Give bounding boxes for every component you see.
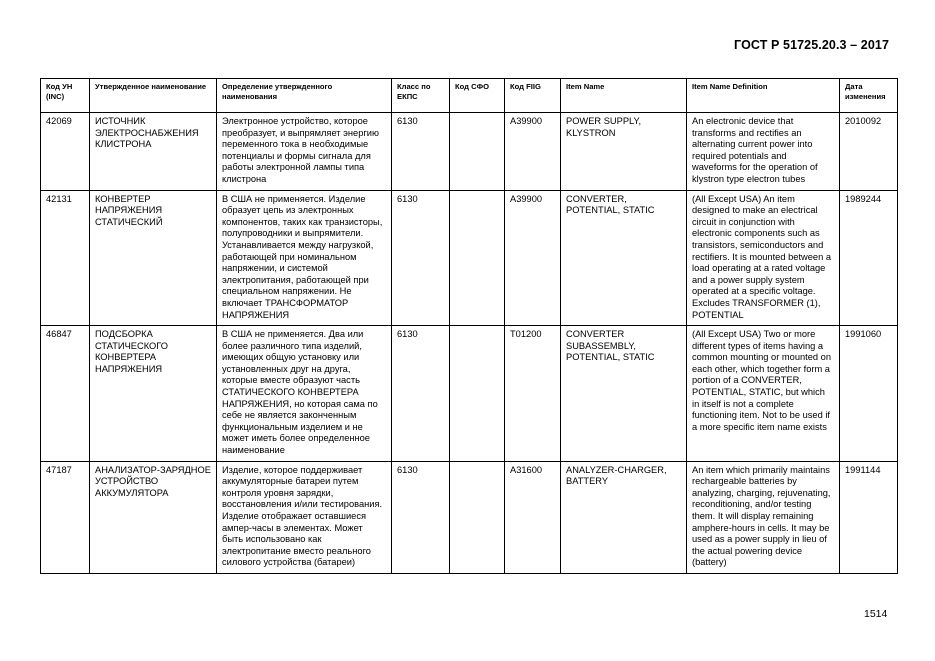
cell-definition-ru: В США не применяется. Два или более различного типа изделий, имеющих общую установку или установленных друг на друга, которые вместе образуют часть СТАТИЧЕСКОГО КОНВЕРТЕРА НАПРЯЖЕНИЯ, но которая сама по себе не является законченным функциональным изделием и не может иметь более определенное наименование [217, 326, 392, 462]
header-class: Класс по ЕКПС [392, 79, 450, 113]
cell-fiig: T01200 [505, 326, 561, 462]
header-sfo: Код СФО [450, 79, 505, 113]
item-name-table [40, 78, 898, 574]
table-row [41, 190, 898, 326]
cell-definition-en: An electronic device that transforms and rectifies an alternating current power into required potentials and waveforms for the operation of klystron type electron tubes [687, 113, 840, 191]
cell-class: 6130 [392, 113, 450, 191]
cell-sfo [450, 113, 505, 191]
cell-fiig: A31600 [505, 461, 561, 573]
header-name-ru: Утвержденное наименование [90, 79, 217, 113]
cell-sfo [450, 326, 505, 462]
header-definition-ru: Определение утвержденного наименования [217, 79, 392, 113]
cell-definition-ru: Изделие, которое поддерживает аккумуляторные батареи путем контроля уровня зарядки, восстановления и/или тестирования. Изделие отображает оставшиеся ампер-часы в элементах. Может быть использовано как электропитание вместо реального силового устройства (батареи) [217, 461, 392, 573]
cell-item-name: POWER SUPPLY, KLYSTRON [561, 113, 687, 191]
header-definition-en: Item Name Definition [687, 79, 840, 113]
cell-sfo [450, 190, 505, 326]
standard-header: ГОСТ Р 51725.20.3 – 2017 [734, 38, 889, 52]
cell-date: 2010092 [840, 113, 898, 191]
table-row [41, 113, 898, 191]
cell-item-name: ANALYZER-CHARGER, BATTERY [561, 461, 687, 573]
header-date: Дата изменения [840, 79, 898, 113]
cell-date: 1991144 [840, 461, 898, 573]
table-header-row [41, 79, 898, 113]
header-item-name: Item Name [561, 79, 687, 113]
header-fiig: Код FIIG [505, 79, 561, 113]
table-row [41, 461, 898, 573]
cell-item-name: CONVERTER SUBASSEMBLY, POTENTIAL, STATIC [561, 326, 687, 462]
cell-date: 1991060 [840, 326, 898, 462]
cell-class: 6130 [392, 326, 450, 462]
cell-name-ru: АНАЛИЗАТОР-ЗАРЯДНОЕ УСТРОЙСТВО АККУМУЛЯТОРА [90, 461, 217, 573]
cell-name-ru: ПОДСБОРКА СТАТИЧЕСКОГО КОНВЕРТЕРА НАПРЯЖЕНИЯ [90, 326, 217, 462]
cell-definition-en: (All Except USA) An item designed to make an electrical circuit in conjunction with electronic components such as transistors, semiconductors and rectifiers. It is mounted between a load operating at a rated voltage and a power supply system operated at a specific voltage. Excludes TRANSFORMER (1), POTENTIAL [687, 190, 840, 326]
cell-name-ru: ИСТОЧНИК ЭЛЕКТРОСНАБЖЕНИЯ КЛИСТРОНА [90, 113, 217, 191]
cell-inc: 42131 [41, 190, 90, 326]
cell-class: 6130 [392, 461, 450, 573]
cell-fiig: A39900 [505, 190, 561, 326]
header-inc: Код УН (INC) [41, 79, 90, 113]
page-number: 1514 [864, 608, 888, 620]
cell-item-name: CONVERTER, POTENTIAL, STATIC [561, 190, 687, 326]
cell-definition-en: An item which primarily maintains rechargeable batteries by analyzing, charging, rejuvenating, reconditioning, and/or testing them. It will display remaining amphere-hours in cells. It may be used as a power supply in lieu of the actual powering device (battery) [687, 461, 840, 573]
cell-inc: 47187 [41, 461, 90, 573]
cell-class: 6130 [392, 190, 450, 326]
cell-definition-ru: В США не применяется. Изделие образует цепь из электронных компонентов, таких как транзисторы, полупроводники и выпрямители. Устанавливается между нагрузкой, работающей при номинальном напряжении, и системой электропитания, работающей при специальном напряжении. Не включает ТРАНСФОРМАТОР НАПРЯЖЕНИЯ [217, 190, 392, 326]
cell-date: 1989244 [840, 190, 898, 326]
cell-name-ru: КОНВЕРТЕР НАПРЯЖЕНИЯ СТАТИЧЕСКИЙ [90, 190, 217, 326]
cell-definition-ru: Электронное устройство, которое преобразует, и выпрямляет энергию переменного тока в необходимые потенциалы и формы сигнала для работы электронной лампы типа клистрона [217, 113, 392, 191]
cell-fiig: A39900 [505, 113, 561, 191]
cell-sfo [450, 461, 505, 573]
cell-inc: 46847 [41, 326, 90, 462]
cell-inc: 42069 [41, 113, 90, 191]
cell-definition-en: (All Except USA) Two or more different types of items having a common mounting or mounted on each other, which together form a portion of a CONVERTER, POTENTIAL, STATIC, but which in itself is not a complete functioning item. Not to be used if a more specific item name exists [687, 326, 840, 462]
table-row [41, 326, 898, 462]
